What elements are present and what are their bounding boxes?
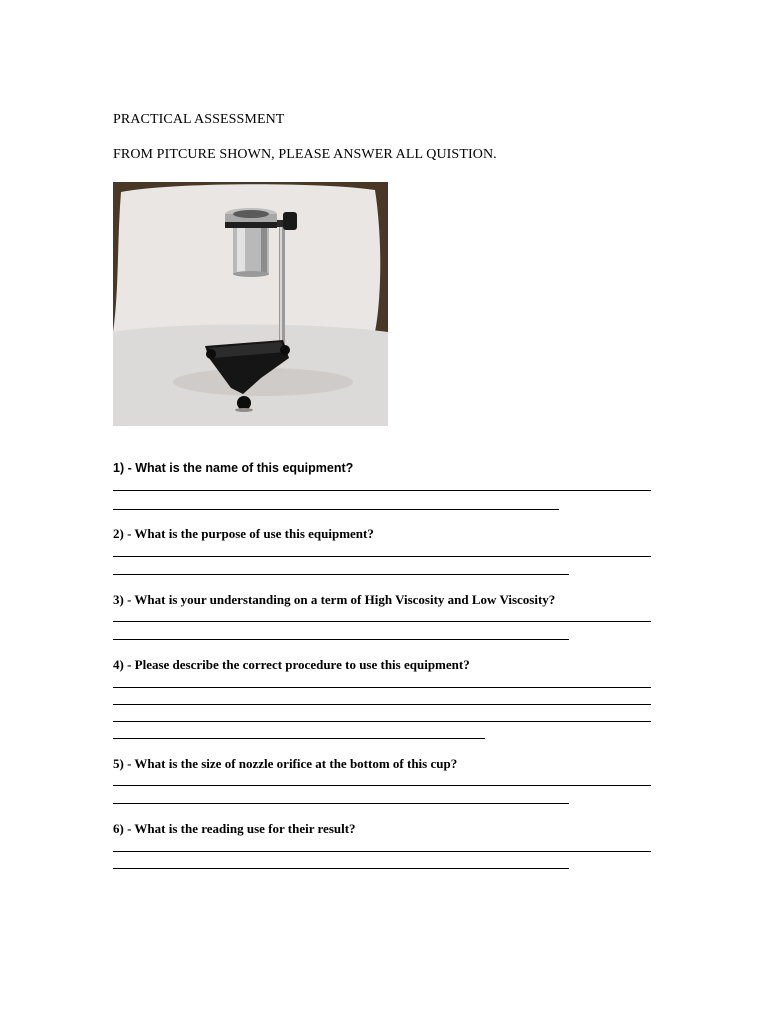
answer-line[interactable] [113, 639, 569, 640]
equipment-photo [113, 182, 388, 426]
page-title: PRACTICAL ASSESSMENT [113, 112, 285, 127]
question-4: 4) - Please describe the correct procedure to use this equipment? [113, 657, 470, 672]
answer-line[interactable] [113, 687, 651, 688]
answer-line[interactable] [113, 490, 651, 491]
answer-line[interactable] [113, 738, 485, 739]
instruction-text: FROM PITCURE SHOWN, PLEASE ANSWER ALL QUISTION. [113, 147, 497, 162]
answer-line[interactable] [113, 851, 651, 852]
question-6: 6) - What is the reading use for their result? [113, 821, 356, 836]
answer-line[interactable] [113, 704, 651, 705]
question-3: 3) - What is your understanding on a term of High Viscosity and Low Viscosity? [113, 592, 556, 607]
answer-line[interactable] [113, 785, 651, 786]
answer-line[interactable] [113, 803, 569, 804]
question-5: 5) - What is the size of nozzle orifice at the bottom of this cup? [113, 756, 458, 771]
question-2: 2) - What is the purpose of use this equipment? [113, 526, 374, 541]
answer-line[interactable] [113, 721, 651, 722]
answer-line[interactable] [113, 621, 651, 622]
answer-line[interactable] [113, 556, 651, 557]
answer-line[interactable] [113, 574, 569, 575]
answer-line[interactable] [113, 509, 559, 510]
viscosity-cup-stand-icon [113, 182, 388, 426]
answer-line[interactable] [113, 868, 569, 869]
question-1: 1) - What is the name of this equipment? [113, 461, 354, 475]
